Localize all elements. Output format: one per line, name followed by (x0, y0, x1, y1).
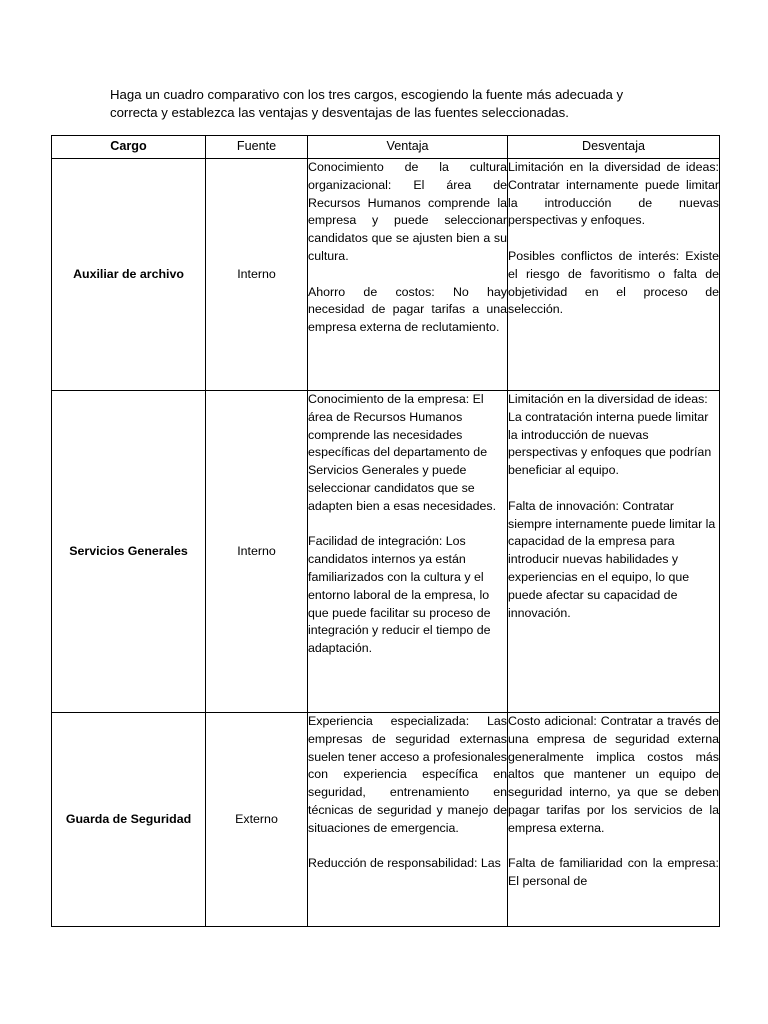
desventaja-cell (508, 713, 720, 927)
header-cargo: Cargo (52, 136, 206, 159)
header-desventaja: Desventaja (508, 136, 720, 159)
desventaja-cell (508, 391, 720, 713)
desventaja-paragraph: Falta de familiaridad con la empresa: El personal de (508, 856, 719, 889)
fuente-cell: Externo (206, 713, 308, 927)
desventaja-paragraph: Limitación en la diversidad de ideas: Contratar internamente puede limitar la introducción de nuevas perspectivas y enfoques. (508, 160, 719, 228)
fuente-cell: Interno (206, 159, 308, 391)
ventaja-paragraph: Conocimiento de la empresa: El área de Recursos Humanos comprende las necesidades específicas del departamento de Servicios Generales y puede seleccionar candidatos que se adapten bien a esas necesidades. (308, 392, 497, 513)
ventaja-cell (308, 391, 508, 713)
ventaja-cell (308, 159, 508, 391)
header-fuente: Fuente (206, 136, 308, 159)
instructions-paragraph: Haga un cuadro comparativo con los tres cargos, escogiendo la fuente más adecuada y correcta y establezca las ventajas y desventajas de las fuentes seleccionadas. (110, 87, 624, 120)
ventaja-paragraph: Ahorro de costos: No hay necesidad de pagar tarifas a una empresa externa de reclutamiento. (308, 284, 507, 335)
table-row (52, 391, 720, 713)
ventaja-paragraph: Reducción de responsabilidad: Las (308, 856, 501, 871)
ventaja-cell (308, 713, 508, 927)
desventaja-clip (508, 713, 719, 891)
cargo-cell: Guarda de Seguridad (52, 713, 206, 927)
ventaja-paragraph: Experiencia especializada: Las empresas de seguridad externas suelen tener acceso a profesionales con experiencia específica en seguridad, entrenamiento en técnicas de seguridad y manejo de situaciones de emergencia. (308, 714, 507, 835)
ventaja-clip (308, 713, 507, 873)
table-header-row (52, 136, 720, 159)
ventaja-paragraph: Facilidad de integración: Los candidatos internos ya están familiarizados con la cultura y el entorno laboral de la empresa, lo que puede facilitar su proceso de integración y reducir el tiempo de adaptación. (308, 534, 491, 656)
desventaja-paragraph: Costo adicional: Contratar a través de una empresa de seguridad externa generalmente implica costos más altos que mantener un equipo de seguridad interno, ya que se deben pagar tarifas por los servicios de la empresa externa. (508, 714, 719, 835)
cargo-cell: Servicios Generales (52, 391, 206, 713)
cargo-cell: Auxiliar de archivo (52, 159, 206, 391)
desventaja-paragraph: Falta de innovación: Contratar siempre internamente puede limitar la capacidad de la empresa para introducir nuevas habilidades y experiencias en el equipo, lo que puede afectar su capacidad de innovación. (508, 498, 716, 620)
comparison-table (51, 135, 720, 927)
fuente-cell: Interno (206, 391, 308, 713)
desventaja-paragraph: Posibles conflictos de interés: Existe el riesgo de favoritismo o falta de objetividad en el proceso de selección. (508, 248, 719, 317)
desventaja-paragraph: Limitación en la diversidad de ideas: La contratación interna puede limitar la introducción de nuevas perspectivas y enfoques que podrían beneficiar al equipo. (508, 392, 712, 478)
desventaja-cell (508, 159, 720, 391)
header-ventaja: Ventaja (308, 136, 508, 159)
table-row (52, 713, 720, 927)
ventaja-paragraph: Conocimiento de la cultura organizacional: El área de Recursos Humanos comprende la empresa y puede seleccionar candidatos que se ajusten bien a su cultura. (308, 160, 507, 263)
table-row (52, 159, 720, 391)
